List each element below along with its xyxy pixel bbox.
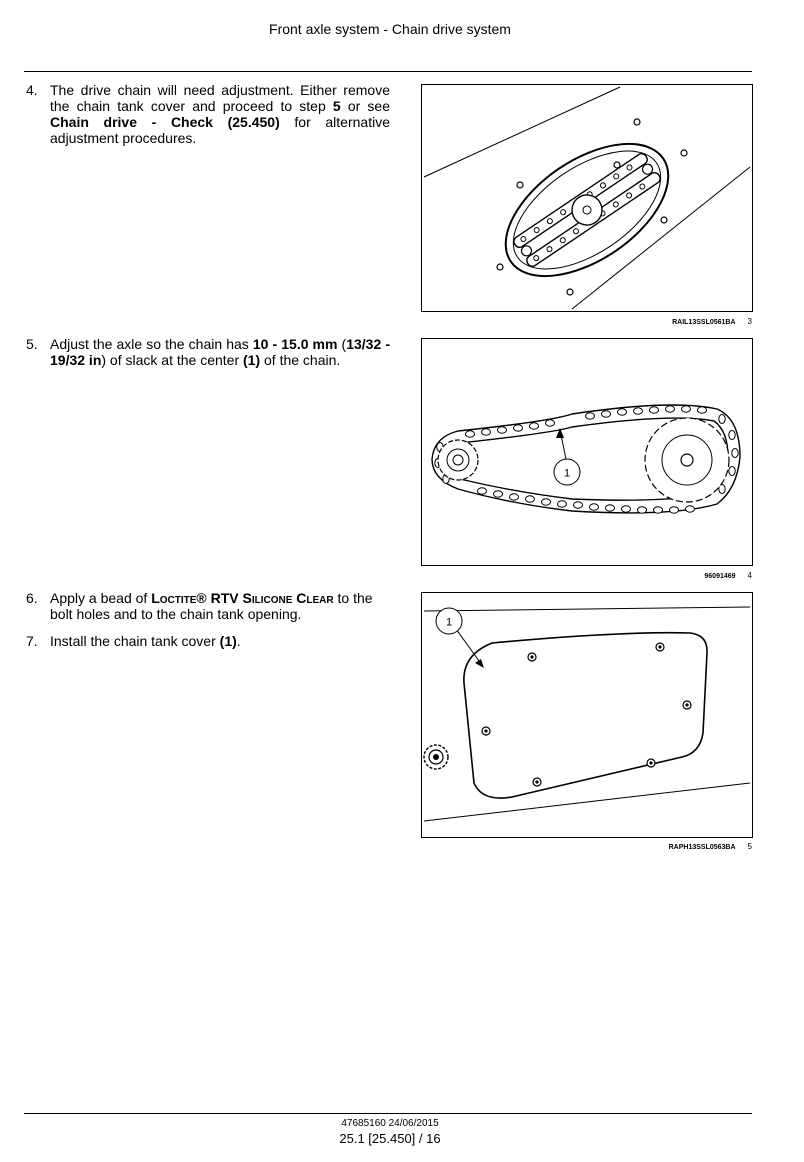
step-4 (26, 82, 390, 146)
chain-slack-illustration (422, 339, 752, 565)
step-number: 6. (26, 590, 38, 606)
step-text: Install the chain tank cover (1). (50, 633, 241, 649)
step-7 (26, 633, 390, 649)
footer-page-number: 25.1 [25.450] / 16 (339, 1131, 441, 1146)
footer-doc-info: 47685160 24/06/2015 (341, 1118, 439, 1129)
figure-number: 4 (747, 571, 752, 580)
step-5 (26, 336, 390, 368)
step-number: 4. (26, 82, 38, 98)
cross-reference: Chain drive - Check (25.450) (50, 114, 280, 130)
step-6 (26, 590, 390, 622)
step-number: 7. (26, 633, 38, 649)
figure-number: 3 (747, 317, 752, 326)
footer-rule (24, 1113, 752, 1114)
figure-4-caption (560, 571, 752, 580)
page-header-title: Front axle system - Chain drive system (269, 21, 511, 37)
figure-code: RAIL13SSL0561BA (672, 319, 736, 326)
product-name: Loctite® RTV Silicone Clear (151, 590, 334, 606)
chain-tank-cover-illustration (422, 593, 752, 837)
step-text: Adjust the axle so the chain has 10 - 15.0 mm (13/32 - 19/32 in) of slack at the center (1) of the chain. (50, 336, 390, 368)
figure-number: 5 (747, 842, 752, 851)
step-number: 5. (26, 336, 38, 352)
header-rule (24, 71, 752, 72)
figure-code: RAPH13SSL0563BA (668, 844, 736, 851)
callout-label: 1 (445, 616, 453, 629)
figure-3-chain-tank (421, 84, 753, 312)
chain-tank-illustration (422, 85, 752, 311)
figure-code: 96091469 (704, 573, 736, 580)
step-text: Apply a bead of Loctite® RTV Silicone Clear to the bolt holes and to the chain tank opening. (50, 590, 373, 622)
callout-label: 1 (563, 467, 571, 480)
figure-3-caption (560, 317, 752, 326)
figure-4-chain-slack (421, 338, 753, 566)
step-text: The drive chain will need adjustment. Either remove the chain tank cover and proceed to step 5 or see Chain drive - Check (25.450) for alternative adjustment procedures. (50, 82, 390, 146)
figure-5-caption (560, 842, 752, 851)
figure-5-chain-tank-cover (421, 592, 753, 838)
